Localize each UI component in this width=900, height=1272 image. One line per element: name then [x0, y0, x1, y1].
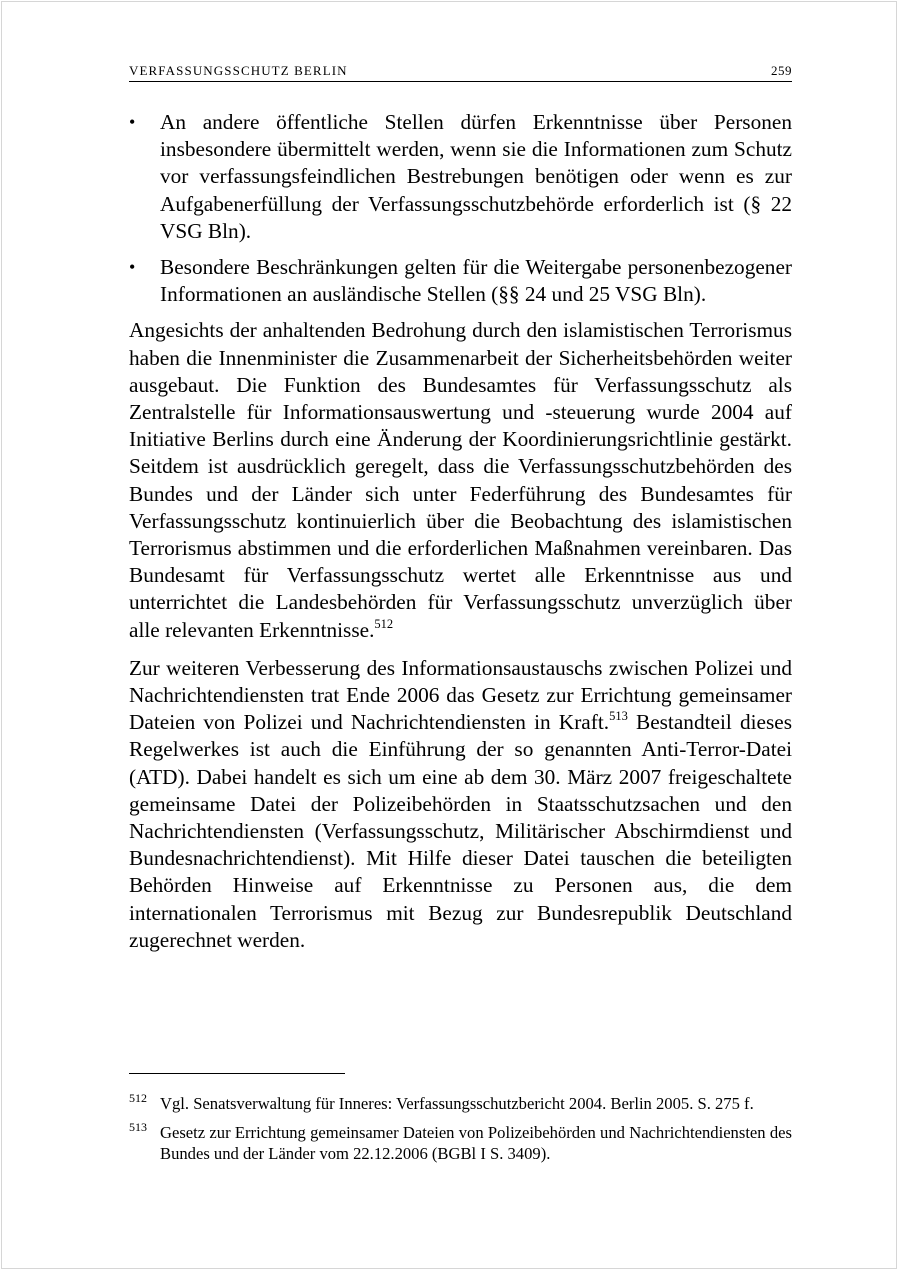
bullet-item — [129, 254, 792, 308]
bullet-icon: • — [129, 112, 136, 132]
footnote-ref-513[interactable]: 513 — [609, 709, 628, 724]
footnote-separator — [129, 1073, 345, 1074]
footnote-number: 512 — [129, 1091, 147, 1105]
paragraph-text-after: Bestandteil dieses Regelwerkes ist auch die Einführung der so genannten Anti-Terror-Datei (ATD). Dabei handelt es sich um eine ab dem 30. März 2007 freigeschaltete gemeinsame Datei der Polizeibehörden in Staatsschutzsachen und den Nachrichtendiensten (Verfassungsschutz, Militärischer Abschirmdienst und Bundesnachrichtendienst). Mit Hilfe dieser Datei tauschen die beteiligten Behörden Hinweise auf Erkenntnisse zu Personen aus, die dem internationalen Terrorismus mit Bezug zur Bundesrepublik Deutschland zugerechnet werden. — [129, 710, 793, 952]
paragraph-anti-terror-file — [129, 655, 792, 954]
running-title: VERFASSUNGSSCHUTZ BERLIN — [129, 63, 348, 78]
footnote-ref-512[interactable]: 512 — [374, 616, 394, 631]
bullet-item — [129, 109, 792, 245]
footnote-512 — [129, 1093, 792, 1115]
footnote-513 — [129, 1119, 792, 1165]
footnotes — [129, 1093, 792, 1172]
bullet-list — [129, 109, 792, 308]
paragraph-cooperation — [129, 317, 792, 643]
bullet-text: Besondere Beschränkungen gelten für die Weitergabe personenbezogener Informationen an ausländische Stellen (§§ 24 und 25 VSG Bln). — [160, 255, 792, 307]
body-text — [129, 109, 792, 965]
page-header — [129, 62, 792, 82]
page-number: 259 — [771, 63, 792, 78]
footnote-text: Vgl. Senatsverwaltung für Inneres: Verfassungsschutzbericht 2004. Berlin 2005. S. 275 f. — [160, 1094, 754, 1113]
paragraph-text: Zur weiteren Verbesserung des Informationsaustauschs zwischen Polizei und Nachrichtendiensten trat Ende 2006 das Gesetz zur Errichtung gemeinsamer Dateien von Polizei und Nachrichtendiensten in Kraft. — [129, 655, 792, 735]
paragraph-text: Angesichts der anhaltenden Bedrohung durch den islamistischen Terrorismus haben die Innenminister die Zusammenarbeit der Sicherheitsbehörden weiter ausgebaut. Die Funktion des Bundesamtes für Verfassungsschutz als Zentralstelle für Informationsauswertung und -steuerung wurde 2004 auf Initiative Berlins durch eine Änderung der Koordinierungsrichtlinie gestärkt. Seitdem ist ausdrücklich geregelt, dass die Verfassungsschutzbehörden des Bundes und der Länder sich unter Federführung des Bundesamtes für Verfassungsschutz kontinuierlich über die Beobachtung des islamistischen Terrorismus abstimmen und die erforderlichen Maßnahmen vereinbaren. Das Bundesamt für Verfassungsschutz wertet alle Erkenntnisse aus und unterrichtet die Landesbehörden für Verfassungsschutz unverzüglich über alle relevanten Erkenntnisse. — [129, 318, 792, 642]
footnote-number: 513 — [129, 1119, 147, 1134]
bullet-text: An andere öffentliche Stellen dürfen Erkenntnisse über Personen insbesondere übermittelt werden, wenn sie die Informationen zum Schutz vor verfassungsfeindlichen Bestrebungen benötigen oder wenn es zur Aufgabenerfüllung der Verfassungsschutzbehörde erforderlich ist (§ 22 VSG Bln). — [160, 110, 792, 243]
bullet-icon: • — [129, 257, 136, 278]
footnote-text: Gesetz zur Errichtung gemeinsamer Dateien von Polizeibehörden und Nachrichtendiensten des Bundes und der Länder vom 22.12.2006 (BGBl I S. 3409). — [160, 1122, 792, 1163]
